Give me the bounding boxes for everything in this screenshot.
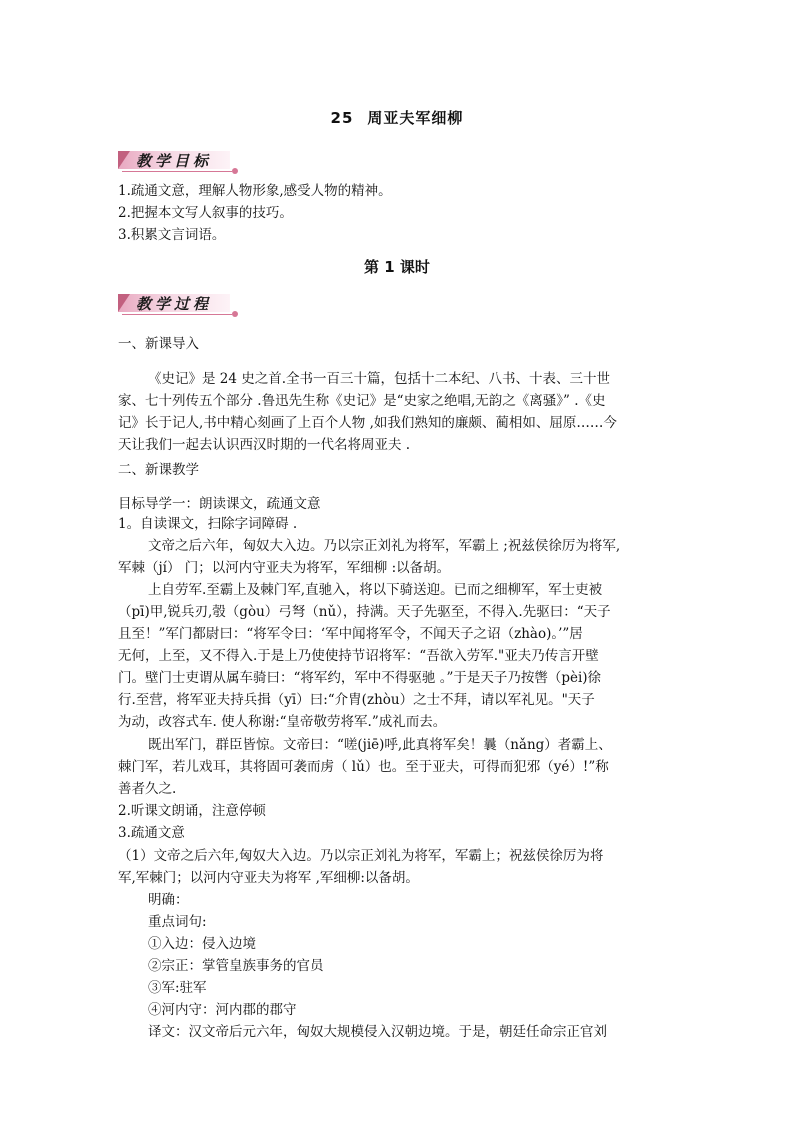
paragraph-line: 天让我们一起去认识西汉时期的一代名将周亚夫 . (118, 437, 411, 453)
paragraph-line: 记》长于记人,书中精心刻画了上百个人物 ,如我们熟知的廉颇、蔺相如、屈原……今 (118, 415, 617, 431)
banner-dot (232, 311, 238, 317)
text-line: 门。壁门士吏谓从属车骑曰：“将军约，军中不得驱驰 。”于是天子乃按辔（pèi)徐 (118, 670, 602, 686)
paragraph-line: 《史记》是 24 史之首.全书一百三十篇，包括十二本纪、八书、十表、三十世 (148, 371, 611, 387)
text-line: 善者久之. (118, 781, 177, 797)
banner-wedge (118, 294, 130, 312)
paragraph-line: 家、七十列传五个部分 .鲁迅先生称《史记》是“史家之绝唱,无韵之《离骚》” .《史 (118, 393, 606, 409)
section-label-process: 教学过程 (136, 295, 213, 313)
section-label-goals: 教学目标 (136, 152, 213, 170)
text-line: 且至！”军门都尉曰：“将军令曰：‘军中闻将军令，不闻天子之诏（zhào)。’”居 (118, 626, 583, 642)
heading-intro: 一、新课导入 (118, 336, 199, 352)
text-line: 无何，上至，又不得入.于是上乃使使持节诏将军：“吾欲入劳军."亚夫乃传言开壁 (118, 648, 599, 664)
lesson-title (0, 107, 794, 128)
goal-item: 1.疏通文意，理解人物形象,感受人物的精神。 (118, 183, 392, 199)
note-label: 明确： (148, 892, 189, 908)
translation-line: 译文：汉文帝后元六年，匈奴大规模侵入汉朝边境。于是，朝廷任命宗正官刘 (148, 1024, 607, 1040)
text-line: 为动，改容式车. 使人称谢:“皇帝敬劳将军.”成礼而去。 (118, 714, 447, 730)
banner-dot (232, 168, 238, 174)
text-line: 行.至营，将军亚夫持兵揖（yī）曰:“介胄(zhòu）之士不拜，请以军礼见。"天子 (118, 692, 595, 708)
lesson-name: 周亚夫军细柳 (367, 109, 464, 127)
note-item: ④河内守：河内郡的郡守 (148, 1002, 297, 1018)
banner-wedge (118, 151, 130, 169)
text-line: 上自劳军.至霸上及棘门军,直驰入，将以下骑送迎。已而之细柳军，军士吏被 (148, 582, 603, 598)
note-item: ③军:驻军 (148, 980, 207, 996)
step-line: 2.听课文朗诵，注意停顿 (118, 803, 266, 819)
text-line: （1）文帝之后六年,匈奴大入边。乃以宗正刘礼为将军，军霸上；祝兹侯徐厉为将 (118, 848, 604, 864)
section-banner-process (118, 290, 238, 318)
text-line: 军,军棘门；以河内守亚夫为将军 ,军细柳:以备胡。 (118, 870, 419, 886)
text-line: 棘门军，若儿戏耳，其将固可袭而虏（ lǔ）也。至于亚夫，可得而犯邪（yé）!”称 (118, 759, 609, 775)
lesson-period-title: 第 1 课时 (364, 258, 430, 276)
text-line: （pī)甲,锐兵刃,彀（gòu）弓弩（nǔ），持满。天子先驱至，不得入.先驱曰：“天子 (118, 604, 611, 620)
text-line: 文帝之后六年，匈奴大入边。乃以宗正刘礼为将军，军霸上 ;祝兹侯徐厉为将军, (148, 538, 621, 554)
goal-subheading: 目标导学一：朗读课文，疏通文意 (118, 496, 321, 512)
banner-underline (122, 314, 232, 315)
step-line: 3.疏通文意 (118, 825, 185, 841)
heading-teaching: 二、新课教学 (118, 462, 199, 478)
note-item: ②宗正：掌管皇族事务的官员 (148, 958, 324, 974)
lesson-number: 25 (330, 109, 354, 127)
banner-underline (122, 171, 232, 172)
note-label: 重点词句: (148, 914, 207, 930)
text-line: 军棘（jí） 门；以河内守亚夫为将军，军细柳 :以备胡。 (118, 560, 451, 576)
section-banner-goals (118, 147, 238, 175)
step-line: 1。自读课文，扫除字词障碍 . (118, 516, 298, 532)
text-line: 既出军门，群臣皆惊。文帝曰：“嗟(jiē)呼,此真将军矣！曩（nǎng）者霸上、 (148, 737, 612, 753)
goal-item: 2.把握本文写人叙事的技巧。 (118, 205, 293, 221)
note-item: ①入边：侵入边境 (148, 936, 256, 952)
goal-item: 3.积累文言词语。 (118, 227, 226, 243)
